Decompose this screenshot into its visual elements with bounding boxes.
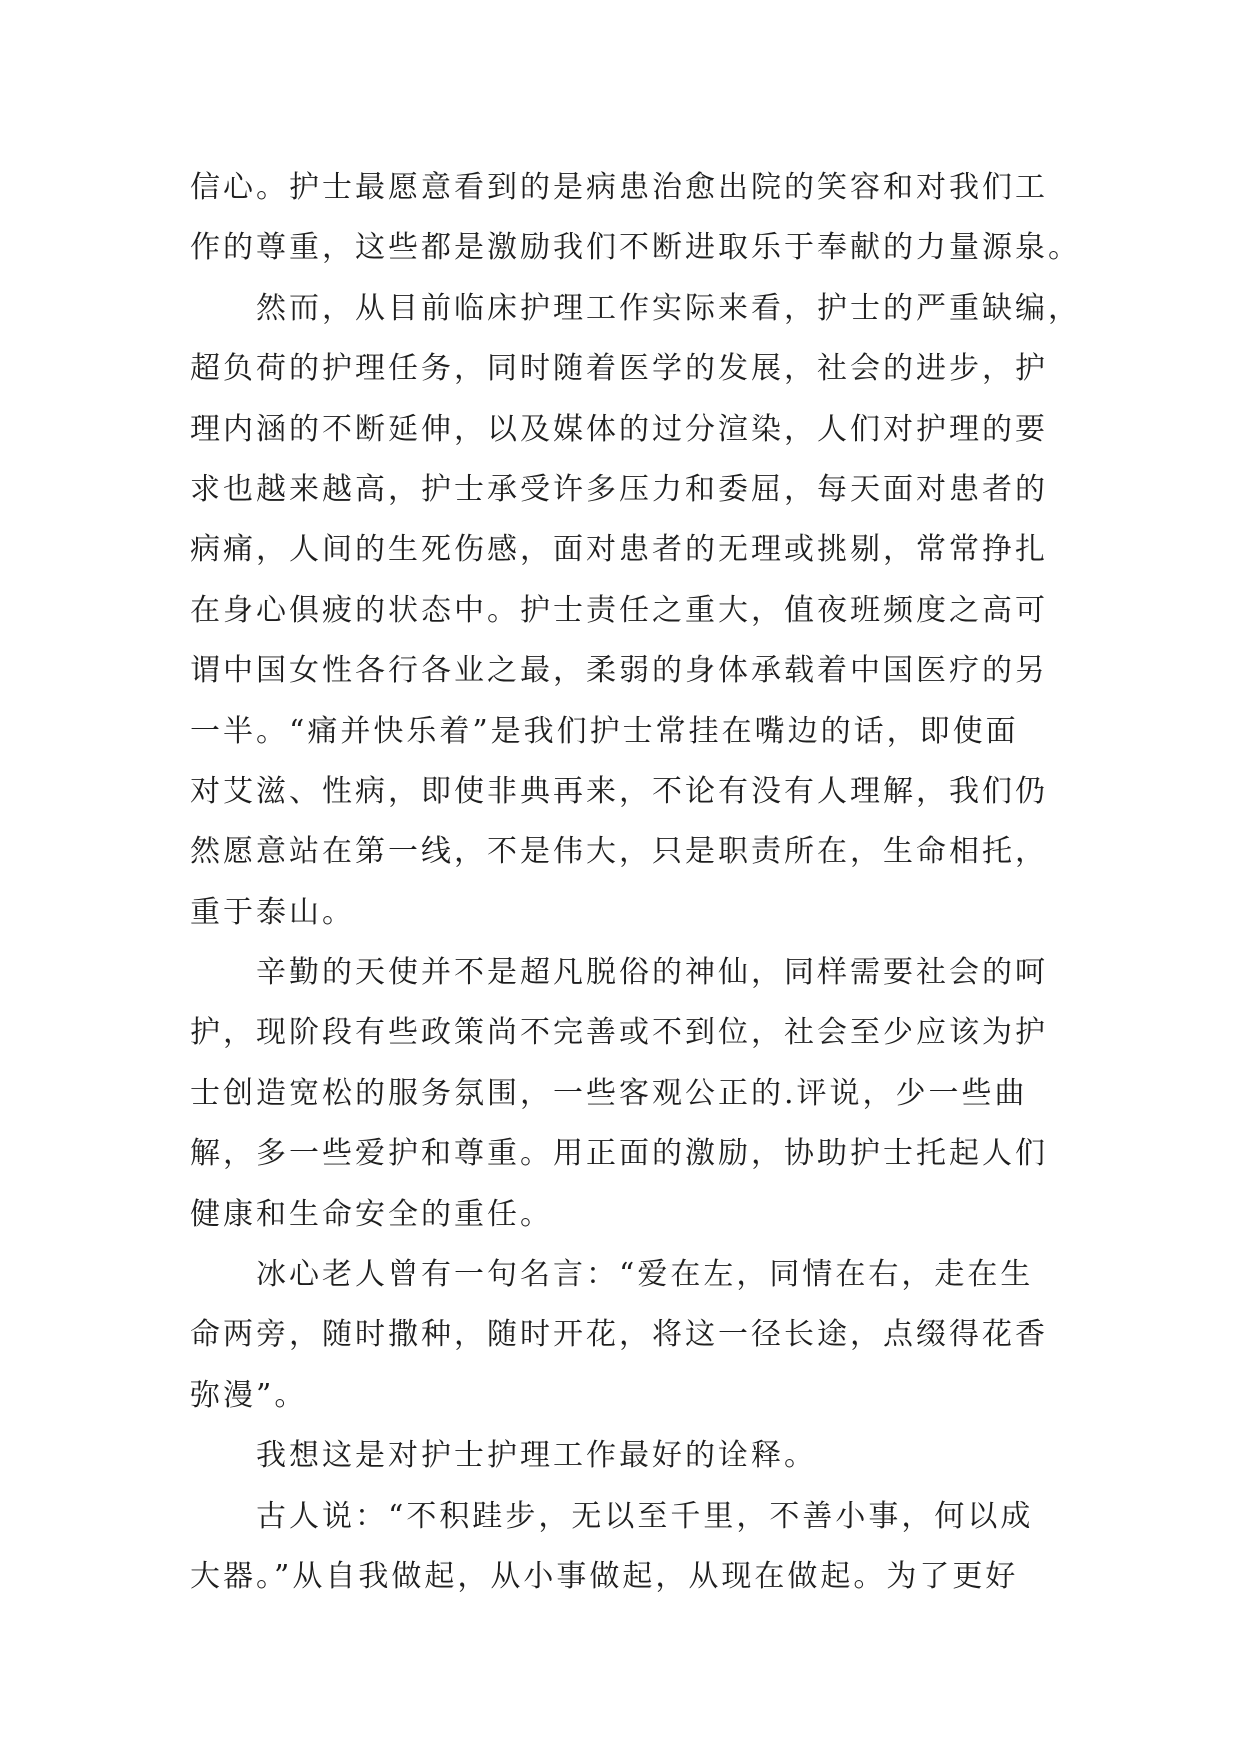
text-line: 大器。”从自我做起，从小事做起，从现在做起。为了更好 — [190, 1558, 1019, 1594]
text-line: 辛勤的天使并不是超凡脱俗的神仙，同样需要社会的呵 — [256, 955, 1048, 991]
text-line: 士创造宽松的服务氛围，一些客观公正的.评说，少一些曲 — [190, 1075, 1028, 1111]
text-line: 在身心俱疲的状态中。护士责任之重大，值夜班频度之高可 — [190, 592, 1048, 628]
text-line: 信心。护士最愿意看到的是病患治愈出院的笑容和对我们工 — [190, 170, 1048, 205]
text-line: 理内涵的不断延伸，以及媒体的过分渲染，人们对护理的要 — [190, 411, 1048, 447]
text-line: 命两旁，随时撒种，随时开花，将这一径长途，点缀得花香 — [190, 1317, 1048, 1353]
text-line: 然而，从目前临床护理工作实际来看，护士的严重缺编， — [256, 290, 1081, 326]
text-line: 古人说：“不积跬步，无以至千里，不善小事，何以成 — [256, 1498, 1034, 1534]
text-line: 弥漫”。 — [190, 1377, 308, 1413]
text-line: 护，现阶段有些政策尚不完善或不到位，社会至少应该为护 — [190, 1015, 1048, 1051]
text-line: 谓中国女性各行各业之最，柔弱的身体承载着中国医疗的另 — [190, 653, 1048, 689]
text-line: 重于泰山。 — [190, 894, 355, 930]
text-line: 超负荷的护理任务，同时随着医学的发展，社会的进步，护 — [190, 351, 1048, 387]
text-line: 作的尊重，这些都是激励我们不断进取乐于奉献的力量源泉。 — [190, 230, 1081, 266]
text-line: 对艾滋、性病，即使非典再来，不论有没有人理解，我们仍 — [190, 773, 1048, 809]
text-line: 解，多一些爱护和尊重。用正面的激励，协助护士托起人们 — [190, 1136, 1048, 1172]
text-line: 我想这是对护士护理工作最好的诠释。 — [256, 1438, 817, 1474]
text-line: 一半。“痛并快乐着”是我们护士常挂在嘴边的话，即使面 — [190, 713, 1019, 749]
text-line: 健康和生命安全的重任。 — [190, 1196, 553, 1232]
text-line: 求也越来越高，护士承受许多压力和委屈，每天面对患者的 — [190, 471, 1048, 507]
text-line: 病痛，人间的生死伤感，面对患者的无理或挑剔，常常挣扎 — [190, 532, 1048, 568]
text-line: 冰心老人曾有一句名言：“爱在左，同情在右，走在生 — [256, 1257, 1034, 1293]
body-text — [190, 158, 1081, 1607]
text-line: 然愿意站在第一线，不是伟大，只是职责所在，生命相托， — [190, 834, 1048, 870]
